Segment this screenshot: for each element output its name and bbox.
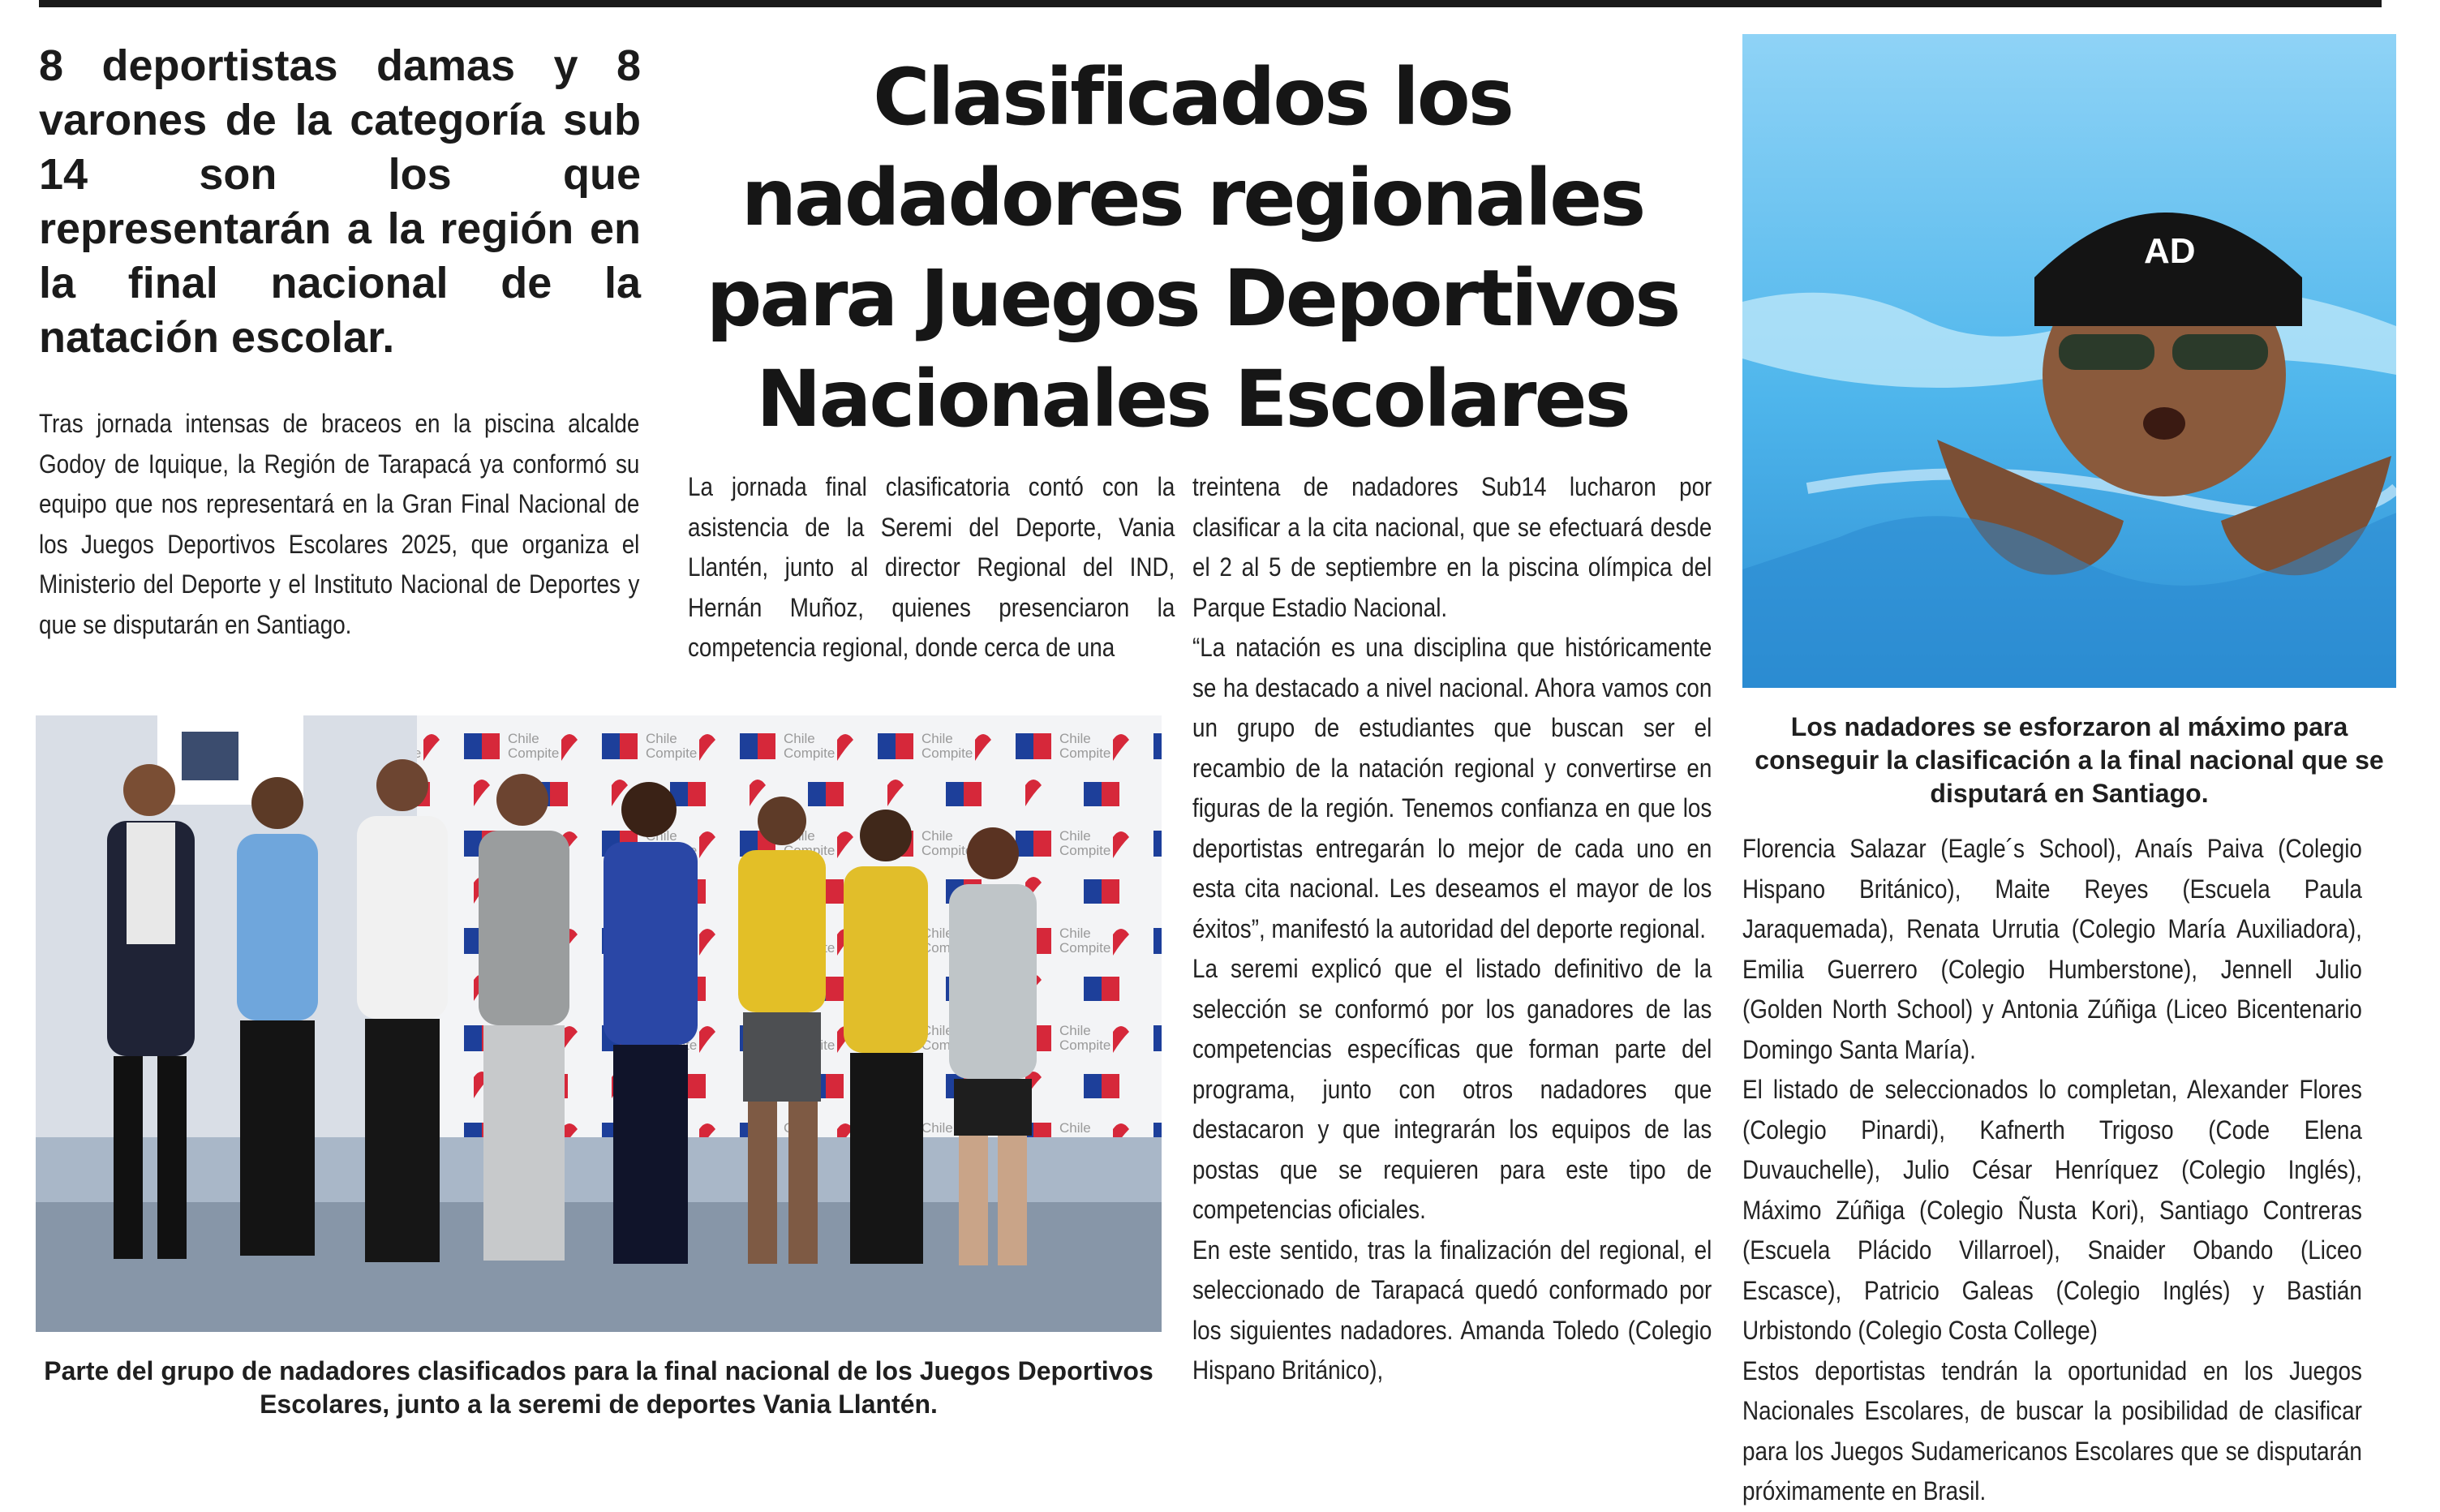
swimmer-photo	[1742, 34, 2396, 688]
body-column-4	[1742, 829, 2362, 1512]
col2-paragraph-1: La jornada final clasificatoria contó con la asistencia de la Seremi del Deporte, Vania Llantén, junto al director Regional del IND, Hernán Muñoz, quienes presenciaron la competencia regional, donde cerca de una	[688, 472, 1175, 662]
team-photo-caption: Parte del grupo de nadadores clasificados para la final nacional de los Juegos Deportivos Escolares, junto a la seremi de deportes Vania Llantén.	[44, 1356, 1153, 1419]
col3-paragraph-4: En este sentido, tras la finalización del regional, el seleccionado de Tarapacá quedó conformado por los siguientes nadadores. Amanda Toledo (Colegio Hispano Británico),	[1192, 1235, 1712, 1385]
swimmer-photo-caption: Los nadadores se esforzaron al máximo para conseguir la clasificación a la final nacional que se disputará en Santiago.	[1755, 712, 2384, 808]
athlete-2	[237, 777, 318, 1256]
col3-paragraph-3: La seremi explicó que el listado definitivo de la selección se conformó por los ganadores de las competencias específicas que forman parte del programa, junto con otros nadadores que destacaron y que integrarán los equipos de las postas que se requieren para este tipo de competencias oficiales.	[1192, 954, 1712, 1224]
article-intro	[39, 404, 639, 645]
team-photo	[36, 715, 1162, 1332]
col4-paragraph-1: Florencia Salazar (Eagle´s School), Anaís Paiva (Colegio Hispano Británico), Maite Reyes (Escuela Paula Jaraquemada), Renata Urrutia (Colegio María Auxiliadora), Emilia Guerrero (Colegio Humberstone), Jennell Julio (Golden North School) y Antonia Zúñiga (Liceo Bicentenario Domingo Santa María).	[1742, 834, 2362, 1064]
top-rule	[39, 0, 2382, 7]
athlete-4	[479, 774, 569, 1261]
body-column-3	[1192, 467, 1712, 1391]
article-lead: 8 deportistas damas y 8 varones de la categoría sub 14 son los que representarán a la región en la final nacional de la natación escolar.	[39, 41, 641, 362]
article-headline: Clasificados los nadadores regionales para Juegos Deportivos Nacionales Escolares	[706, 52, 1679, 445]
col4-paragraph-2: El listado de seleccionados lo completan, Alexander Flores (Colegio Pinardi), Kafnerth Trigoso (Code Elena Duvauchelle), Julio César Henríquez (Colegio Inglés), Máximo Zúñiga (Colegio Ñusta Kori), Santiago Contreras (Escuela Plácido Villarroel), Snaider Obando (Liceo Escasce), Patricio Galeas (Colegio Inglés) y Bastián Urbistondo (Colegio Costa College)	[1742, 1075, 2362, 1345]
athlete-3	[357, 759, 448, 1262]
body-column-2	[688, 467, 1175, 668]
intro-paragraph: Tras jornada intensas de braceos en la piscina alcalde Godoy de Iquique, la Región de Tarapacá ya conformó su equipo que nos representará en la Gran Final Nacional de los Juegos Deportivos Escolares 2025, que organiza el Ministerio del Deporte y el Instituto Nacional de Deportes y que se disputarán en Santiago.	[39, 409, 640, 639]
col4-paragraph-3: Estos deportistas tendrán la oportunidad en los Juegos Nacionales Escolares, de buscar la posibilidad de clasificar para los Juegos Sudamericanos Escolares que se disputarán próximamente en Brasil.	[1742, 1355, 2362, 1506]
seremi	[604, 782, 698, 1264]
athlete-6	[844, 810, 928, 1264]
cap-logo: AD	[2144, 231, 2196, 271]
col3-paragraph-2: “La natación es una disciplina que históricamente se ha destacado a nivel nacional. Ahora vamos con un grupo de estudiantes que buscan ser el recambio de la natación regional y convertirse en figuras de la región. Tenemos confianza en que los deportistas entregarán lo mejor de cada uno en esta cita nacional. Les deseamos el mayor de los éxitos”, manifestó la autoridad del deporte regional.	[1192, 633, 1712, 943]
col3-paragraph-1: treintena de nadadores Sub14 lucharon por clasificar a la cita nacional, que se efectuará desde el 2 al 5 de septiembre en la piscina olímpica del Parque Estadio Nacional.	[1192, 472, 1712, 622]
